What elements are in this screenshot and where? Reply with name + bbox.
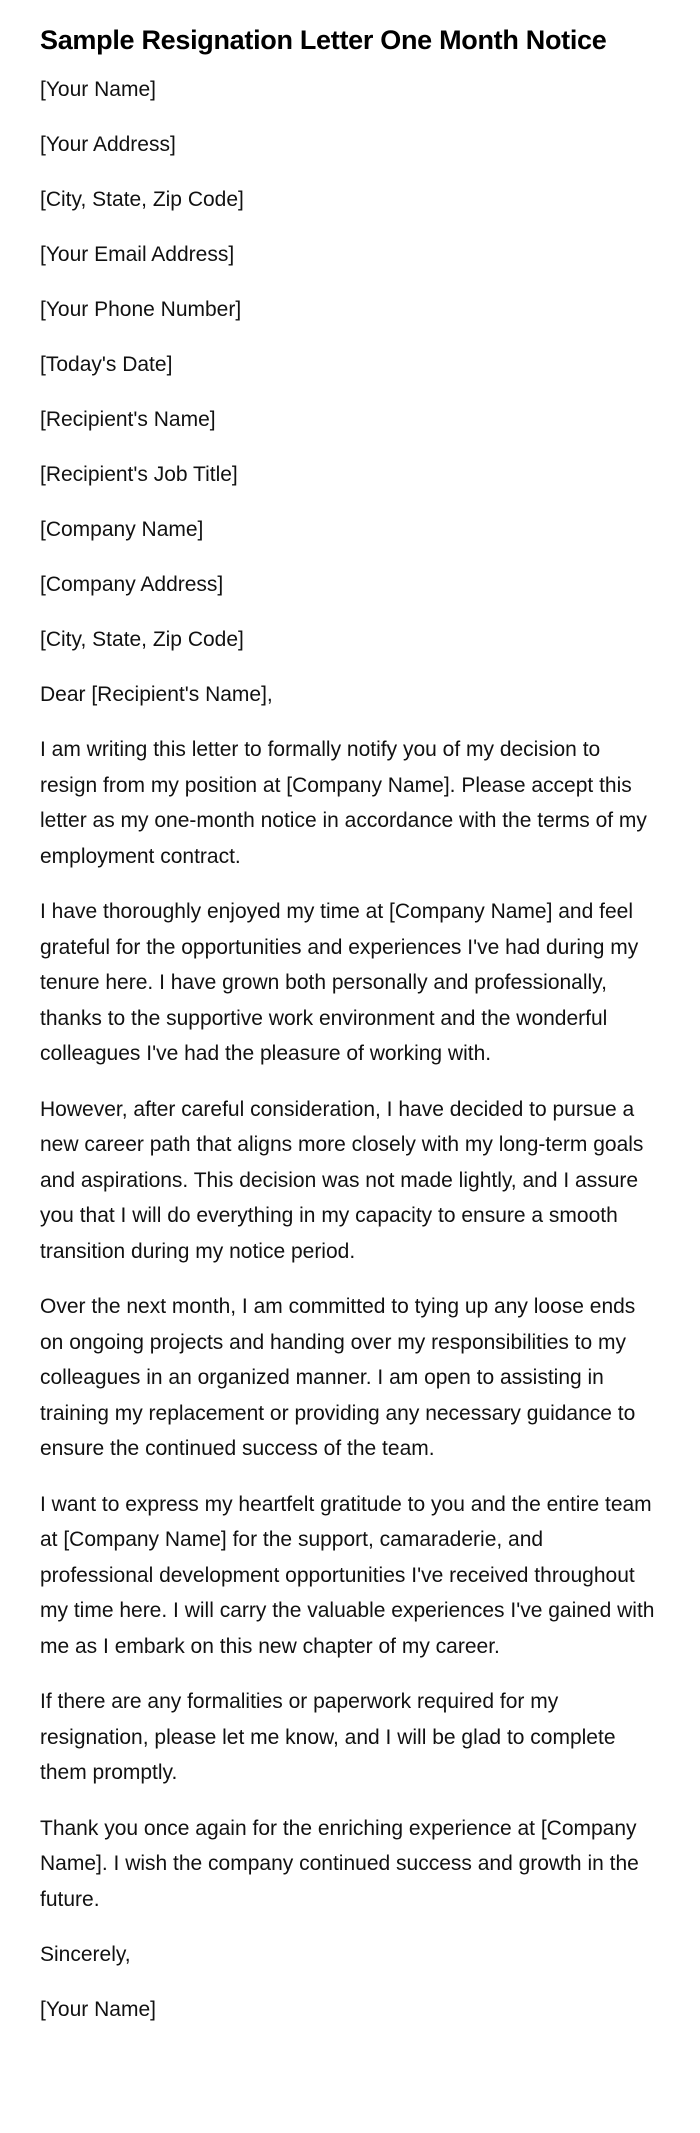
sender-name: [Your Name] — [40, 78, 156, 101]
sender-city-state-zip: [City, State, Zip Code] — [40, 188, 244, 211]
recipient-company: [Company Name] — [40, 518, 204, 541]
body-paragraph: I want to express my heartfelt gratitude to you and the entire team at [Company Name] for the support, camaraderie, and professional development opportunities I've received throughout my time here. I will carry the valuable experiences I've gained with me as I embark on this new chapter of my career. — [40, 1492, 655, 1658]
sender-address: [Your Address] — [40, 133, 176, 156]
recipient-job-title: [Recipient's Job Title] — [40, 463, 238, 486]
body-paragraph: I have thoroughly enjoyed my time at [Company Name] and feel grateful for the opportunities and experiences I've had during my tenure here. I have grown both personally and professionally, thanks to the supportive work environment and the wonderful colleagues I've had the pleasure of working with. — [40, 900, 639, 1065]
sender-phone: [Your Phone Number] — [40, 298, 242, 321]
sender-email: [Your Email Address] — [40, 243, 235, 266]
salutation: Dear [Recipient's Name], — [40, 683, 273, 706]
recipient-city-state-zip: [City, State, Zip Code] — [40, 628, 244, 651]
recipient-address: [Company Address] — [40, 573, 224, 596]
document-title: Sample Resignation Letter One Month Notice — [40, 25, 607, 55]
body-paragraph: However, after careful consideration, I have decided to pursue a new career path that aligns more closely with my long-term goals and aspirations. This decision was not made lightly, and I assure you that I will do everything in my capacity to ensure a smooth transition during my notice period. — [40, 1097, 644, 1263]
body-paragraph: I am writing this letter to formally notify you of my decision to resign from my position at [Company Name]. Please accept this letter as my one-month notice in accordance with the terms of my employment contract. — [40, 738, 647, 868]
recipient-name: [Recipient's Name] — [40, 408, 216, 431]
signature-name: [Your Name] — [40, 1998, 156, 2021]
body-paragraph: Over the next month, I am committed to tying up any loose ends on ongoing projects and handing over my responsibilities to my colleagues in an organized manner. I am open to assisting in training my replacement or providing any necessary guidance to ensure the continued success of the team. — [40, 1295, 636, 1460]
body-paragraph: Thank you once again for the enriching experience at [Company Name]. I wish the company continued success and growth in the future. — [40, 1816, 639, 1911]
body-paragraph: If there are any formalities or paperwork required for my resignation, please let me know, and I will be glad to complete them promptly. — [40, 1690, 616, 1784]
letter-date: [Today's Date] — [40, 353, 173, 376]
closing: Sincerely, — [40, 1943, 131, 1966]
